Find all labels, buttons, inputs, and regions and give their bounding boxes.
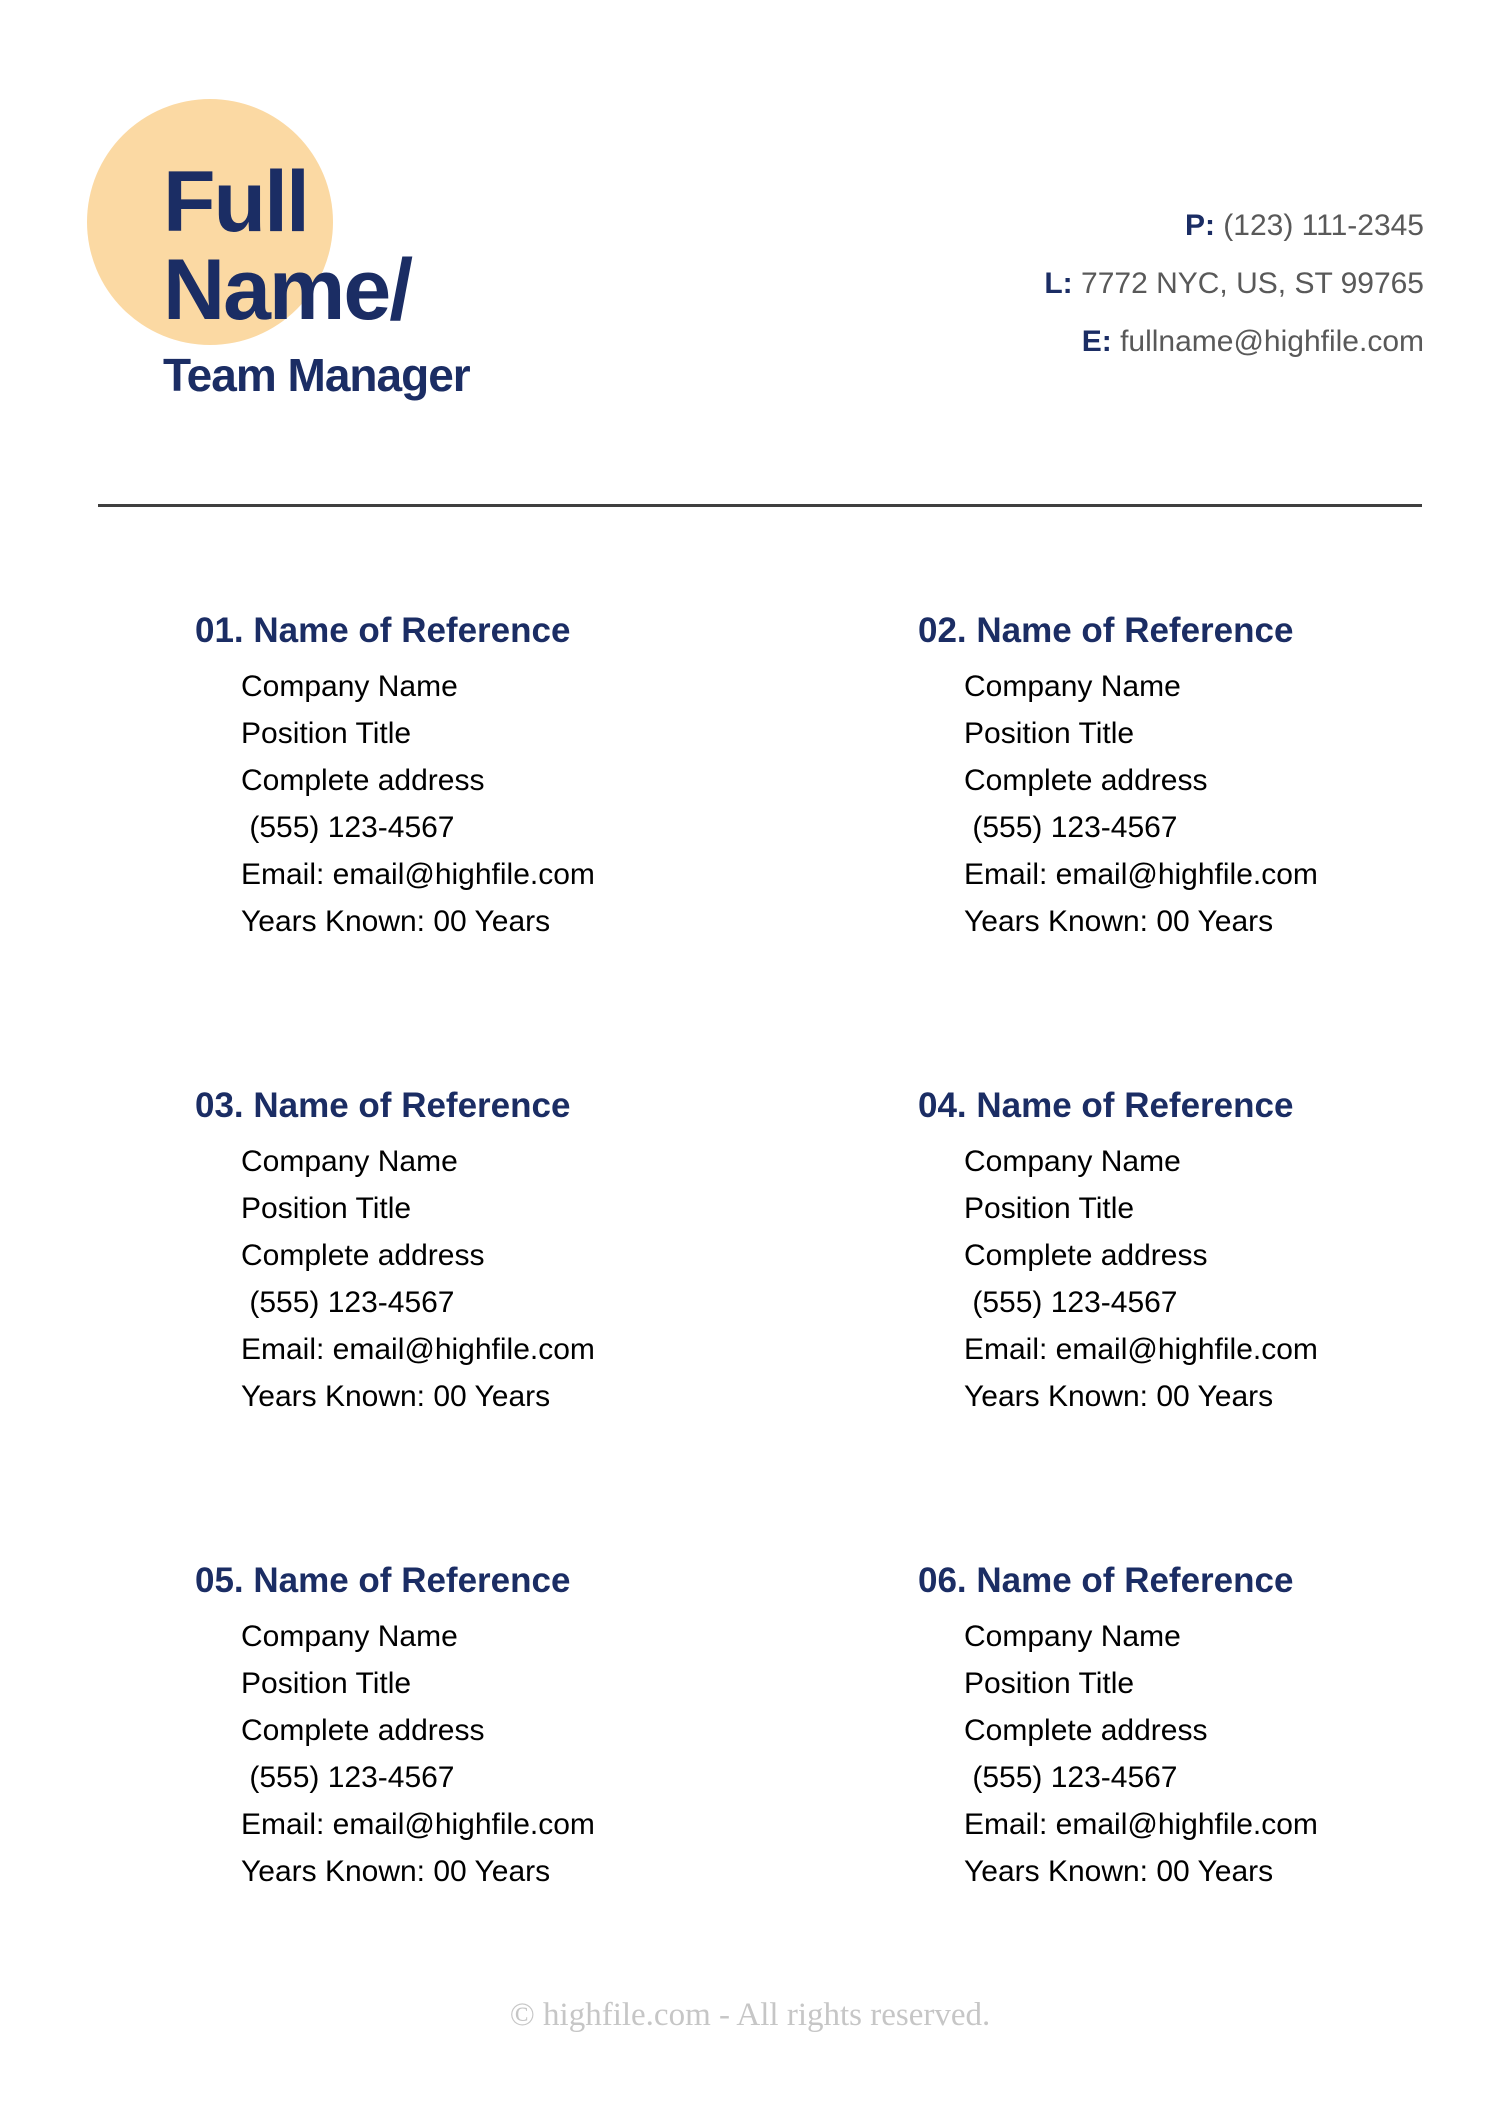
reference-years-known: Years Known: 00 Years: [964, 1380, 1274, 1413]
reference-phone: (555) 123-4567: [241, 1761, 455, 1794]
reference-heading: 06. Name of Reference: [918, 1561, 1294, 1600]
reference-phone: (555) 123-4567: [964, 1761, 1178, 1794]
reference-company: Company Name: [964, 1620, 1181, 1653]
reference-company: Company Name: [241, 1620, 458, 1653]
reference-heading: 01. Name of Reference: [195, 611, 571, 650]
reference-address: Complete address: [964, 1714, 1208, 1747]
email-label: E:: [1081, 325, 1112, 358]
reference-block-4: [918, 1085, 1500, 1560]
reference-address: Complete address: [241, 764, 485, 797]
reference-position: Position Title: [241, 1667, 412, 1700]
contact-email-line: [1044, 313, 1424, 371]
references-grid: [195, 610, 1500, 2035]
location-value: 7772 NYC, US, ST 99765: [1081, 267, 1424, 300]
reference-company: Company Name: [964, 670, 1181, 703]
reference-years-known: Years Known: 00 Years: [964, 1855, 1274, 1888]
reference-email: Email: email@highfile.com: [241, 1333, 595, 1366]
phone-value: (123) 111-2345: [1223, 209, 1424, 242]
reference-block-1: [195, 610, 918, 1085]
reference-address: Complete address: [964, 1239, 1208, 1272]
full-name-title: [163, 154, 412, 338]
reference-company: Company Name: [241, 1145, 458, 1178]
reference-company: Company Name: [241, 670, 458, 703]
email-value: fullname@highfile.com: [1120, 325, 1424, 358]
full-name-line2: Name/: [163, 242, 412, 338]
reference-block-6: [918, 1560, 1500, 2035]
reference-position: Position Title: [241, 1192, 412, 1225]
reference-email: Email: email@highfile.com: [241, 858, 595, 891]
reference-position: Position Title: [241, 717, 412, 750]
reference-position: Position Title: [964, 717, 1135, 750]
reference-phone: (555) 123-4567: [964, 811, 1178, 844]
reference-company: Company Name: [964, 1145, 1181, 1178]
reference-block-2: [918, 610, 1500, 1085]
header-divider: [98, 504, 1422, 507]
reference-phone: (555) 123-4567: [241, 1286, 455, 1319]
reference-years-known: Years Known: 00 Years: [241, 905, 551, 938]
reference-heading: 03. Name of Reference: [195, 1086, 571, 1125]
reference-phone: (555) 123-4567: [964, 1286, 1178, 1319]
reference-email: Email: email@highfile.com: [964, 1333, 1318, 1366]
contact-location-line: [1044, 255, 1424, 313]
reference-phone: (555) 123-4567: [241, 811, 455, 844]
reference-address: Complete address: [241, 1239, 485, 1272]
role-title: Team Manager: [163, 349, 470, 401]
phone-label: P:: [1184, 209, 1215, 242]
contact-phone-line: [1044, 197, 1424, 255]
reference-block-3: [195, 1085, 918, 1560]
full-name-line1: Full: [163, 154, 308, 250]
reference-position: Position Title: [964, 1667, 1135, 1700]
location-label: L:: [1044, 267, 1073, 300]
reference-email: Email: email@highfile.com: [964, 1808, 1318, 1841]
reference-years-known: Years Known: 00 Years: [241, 1855, 551, 1888]
copyright-footer: © highfile.com - All rights reserved.: [509, 1997, 991, 2033]
reference-position: Position Title: [964, 1192, 1135, 1225]
reference-address: Complete address: [964, 764, 1208, 797]
reference-block-5: [195, 1560, 918, 2035]
reference-heading: 05. Name of Reference: [195, 1561, 571, 1600]
reference-email: Email: email@highfile.com: [964, 858, 1318, 891]
reference-email: Email: email@highfile.com: [241, 1808, 595, 1841]
contact-info: [1044, 197, 1424, 371]
reference-heading: 02. Name of Reference: [918, 611, 1294, 650]
reference-heading: 04. Name of Reference: [918, 1086, 1294, 1125]
reference-years-known: Years Known: 00 Years: [964, 905, 1274, 938]
reference-address: Complete address: [241, 1714, 485, 1747]
reference-years-known: Years Known: 00 Years: [241, 1380, 551, 1413]
